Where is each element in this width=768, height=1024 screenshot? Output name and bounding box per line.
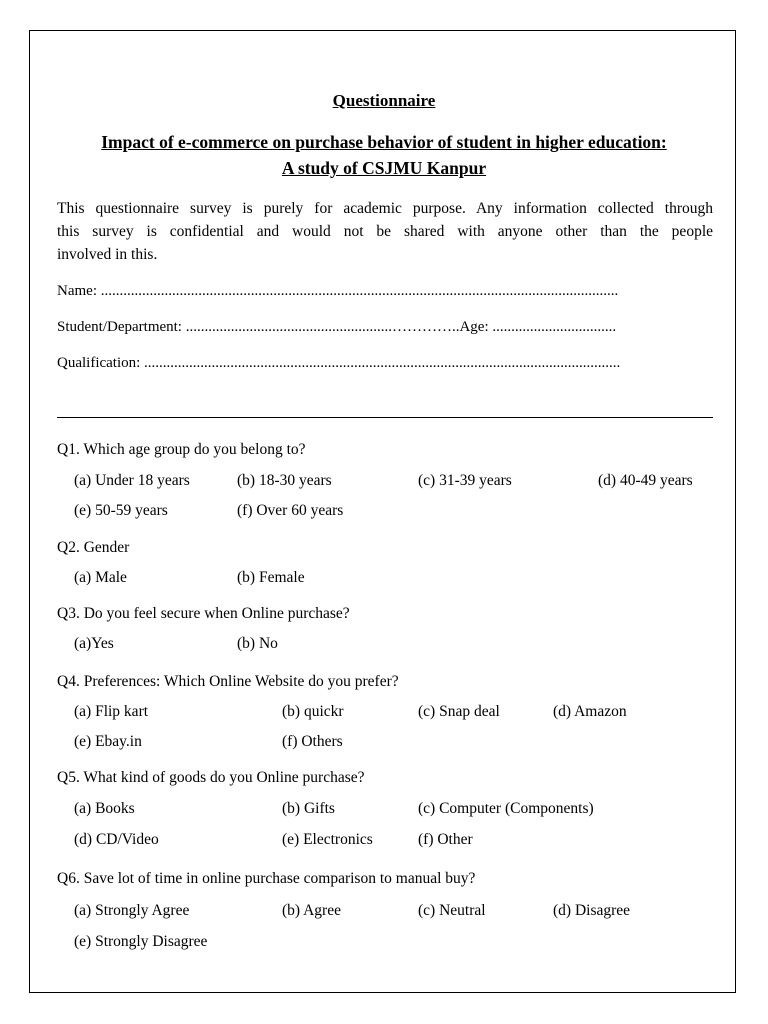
q3-option-b[interactable]: (b) No <box>237 635 278 652</box>
q6-option-d[interactable]: (d) Disagree <box>553 902 631 919</box>
q5-option-f[interactable]: (f) Other <box>418 831 473 848</box>
q1-option-f[interactable]: (f) Over 60 years <box>237 502 344 519</box>
q6-option-a[interactable]: (a) Strongly Agree <box>74 902 190 919</box>
q3-option-a[interactable]: (a)Yes <box>74 635 114 652</box>
q1-option-b[interactable]: (b) 18-30 years <box>237 472 332 489</box>
q2-option-a[interactable]: (a) Male <box>74 569 127 586</box>
intro-line-3: involved in this. <box>57 246 158 263</box>
q6-option-c[interactable]: (c) Neutral <box>418 902 486 919</box>
q4-option-b[interactable]: (b) quickr <box>282 703 344 720</box>
q1-option-c[interactable]: (c) 31-39 years <box>418 472 512 489</box>
q2-question: Q2. Gender <box>57 539 130 556</box>
qualification-field[interactable]: Qualification: ............................................................................................................................... <box>57 355 621 371</box>
intro-line-1: This questionnaire survey is purely for academic purpose. Any information collected through <box>57 200 713 217</box>
section-divider <box>57 417 713 418</box>
q1-option-d[interactable]: (d) 40-49 years <box>598 472 693 489</box>
name-field[interactable]: Name: .......................................................................................................................................... <box>57 283 619 299</box>
q5-option-d[interactable]: (d) CD/Video <box>74 831 159 848</box>
q6-option-e[interactable]: (e) Strongly Disagree <box>74 933 208 950</box>
q6-option-b[interactable]: (b) Agree <box>282 902 341 919</box>
q4-option-e[interactable]: (e) Ebay.in <box>74 733 142 750</box>
q5-option-e[interactable]: (e) Electronics <box>282 831 373 848</box>
title-line-2: A study of CSJMU Kanpur <box>281 158 487 178</box>
q5-option-b[interactable]: (b) Gifts <box>282 800 335 817</box>
q1-question: Q1. Which age group do you belong to? <box>57 441 306 458</box>
student-department-age-field[interactable]: Student/Department: .......................................................…………..Age: ................................. <box>57 319 617 335</box>
title-line-1: Impact of e-commerce on purchase behavior of student in higher education: <box>101 132 667 152</box>
q5-question: Q5. What kind of goods do you Online purchase? <box>57 769 365 786</box>
q5-option-a[interactable]: (a) Books <box>74 800 135 817</box>
q6-question: Q6. Save lot of time in online purchase comparison to manual buy? <box>57 870 476 887</box>
q4-option-f[interactable]: (f) Others <box>282 733 343 750</box>
page-heading: Questionnaire <box>332 91 436 110</box>
q4-question: Q4. Preferences: Which Online Website do you prefer? <box>57 673 399 690</box>
intro-line-2: this survey is confidential and would not be shared with anyone other than the people <box>57 223 713 240</box>
q5-option-c[interactable]: (c) Computer (Components) <box>418 800 594 817</box>
q2-option-b[interactable]: (b) Female <box>237 569 305 586</box>
q3-question: Q3. Do you feel secure when Online purchase? <box>57 605 350 622</box>
q4-option-d[interactable]: (d) Amazon <box>553 703 627 720</box>
q4-option-c[interactable]: (c) Snap deal <box>418 703 500 720</box>
q1-option-e[interactable]: (e) 50-59 years <box>74 502 168 519</box>
q1-option-a[interactable]: (a) Under 18 years <box>74 472 190 489</box>
q4-option-a[interactable]: (a) Flip kart <box>74 703 149 720</box>
